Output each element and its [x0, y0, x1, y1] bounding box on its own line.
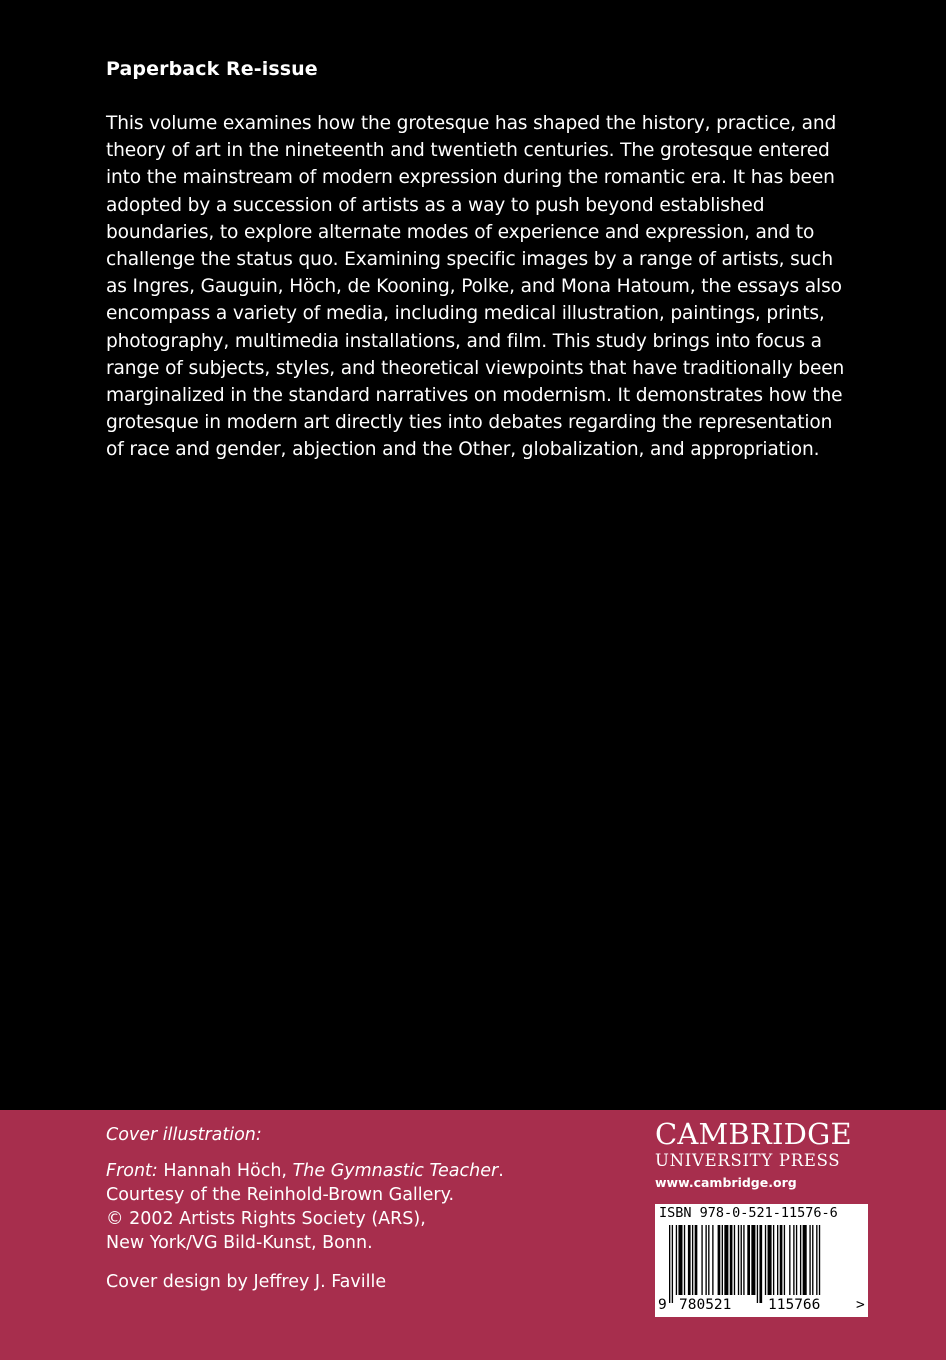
barcode-bar: [800, 1225, 801, 1295]
barcode-bar: [730, 1225, 733, 1295]
front-artist: Hannah Höch,: [163, 1161, 287, 1181]
barcode-bar: [705, 1225, 706, 1295]
barcode-bar: [692, 1225, 693, 1295]
publisher-url: www.cambridge.org: [655, 1175, 797, 1190]
barcode-bar: [773, 1225, 774, 1295]
barcode-bar: [722, 1225, 723, 1295]
front-label: Front:: [106, 1161, 158, 1181]
barcode-bar: [695, 1225, 698, 1295]
barcode-bar: [712, 1225, 713, 1295]
copyright-line: © 2002 Artists Rights Society (ARS),: [106, 1209, 426, 1229]
barcode-bar: [708, 1225, 709, 1295]
design-credit: Cover design by Jeffrey J. Faville: [106, 1272, 387, 1292]
barcode-bar: [812, 1225, 813, 1295]
barcode-first-digit: 9: [658, 1297, 667, 1313]
front-period: .: [498, 1161, 504, 1181]
barcode-bar: [676, 1225, 677, 1295]
barcode-bar: [780, 1225, 783, 1295]
barcode-arrow: >: [856, 1297, 865, 1313]
barcode-bar: [738, 1225, 739, 1295]
barcode-bar: [757, 1225, 758, 1303]
cover-credits: [106, 1123, 576, 1294]
blurb-paragraph: This volume examines how the grotesque has shaped the history, practice, and theory of art in the nineteenth and twentieth centuries. The grotesque entered into the mainstream of modern expression during the romantic era. It has been adopted by a succession of artists as a way to push beyond established boundaries, to explore alternate modes of experience and expression, and to challenge the status quo. Examining specific images by a range of artists, such as Ingres, Gauguin, Höch, de Kooning, Polke, and Mona Hatoum, the essays also encompass a variety of media, including medical illustration, paintings, prints, photography, multimedia installations, and film. This study brings into focus a range of subjects, styles, and theoretical viewpoints that have traditionally been marginalized in the standard narratives on modernism. It demonstrates how the grotesque in modern art directly ties into debates regarding the representation of race and gender, abjection and the Other, globalization, and appropriation.: [106, 113, 845, 461]
barcode-bar: [678, 1225, 682, 1295]
location-line: New York/VG Bild-Kunst, Bonn.: [106, 1233, 373, 1253]
barcode-bar: [718, 1225, 721, 1295]
barcode-bar: [784, 1225, 785, 1295]
barcode-bar: [789, 1225, 790, 1295]
publisher-subtitle: UNIVERSITY PRESS: [655, 1151, 841, 1170]
publisher-block: [655, 1118, 870, 1192]
barcode-group-2: 115766: [768, 1297, 821, 1313]
barcode-bar: [793, 1225, 794, 1295]
reissue-heading: Paperback Re-issue: [106, 58, 318, 80]
barcode-bar: [747, 1225, 750, 1295]
barcode-bar: [759, 1225, 762, 1303]
barcode-bar: [751, 1225, 755, 1295]
barcode-bar: [819, 1225, 820, 1295]
barcode-bar: [741, 1225, 742, 1295]
barcode-bar: [734, 1225, 735, 1295]
barcode-bar: [765, 1225, 766, 1295]
barcode-bar: [809, 1225, 810, 1295]
back-cover-text: [106, 58, 846, 464]
barcode-bar: [803, 1225, 807, 1295]
barcode-bar: [816, 1225, 817, 1295]
barcode-group-1: 780521: [679, 1297, 732, 1313]
courtesy-line: Courtesy of the Reinhold-Brown Gallery.: [106, 1185, 455, 1205]
front-artwork-title: The Gymnastic Teacher: [292, 1161, 499, 1181]
barcode-bar: [768, 1225, 772, 1295]
barcode-bar: [796, 1225, 797, 1295]
barcode-bar: [724, 1225, 728, 1295]
barcode-bar: [688, 1225, 691, 1295]
barcode-bar: [669, 1225, 670, 1303]
barcode-bar: [701, 1225, 702, 1295]
barcode-bar: [743, 1225, 744, 1295]
barcode-bar: [684, 1225, 685, 1295]
front-credit-line: [106, 1159, 576, 1183]
barcode-digits: [655, 1297, 868, 1317]
publisher-name: CAMBRIDGE: [655, 1117, 852, 1151]
cover-illustration-label: Cover illustration:: [106, 1125, 262, 1145]
isbn-label: ISBN 978-0-521-11576-6: [659, 1205, 838, 1221]
barcode-bar: [672, 1225, 673, 1303]
barcode-bar: [777, 1225, 778, 1295]
barcode-box: [655, 1204, 868, 1317]
